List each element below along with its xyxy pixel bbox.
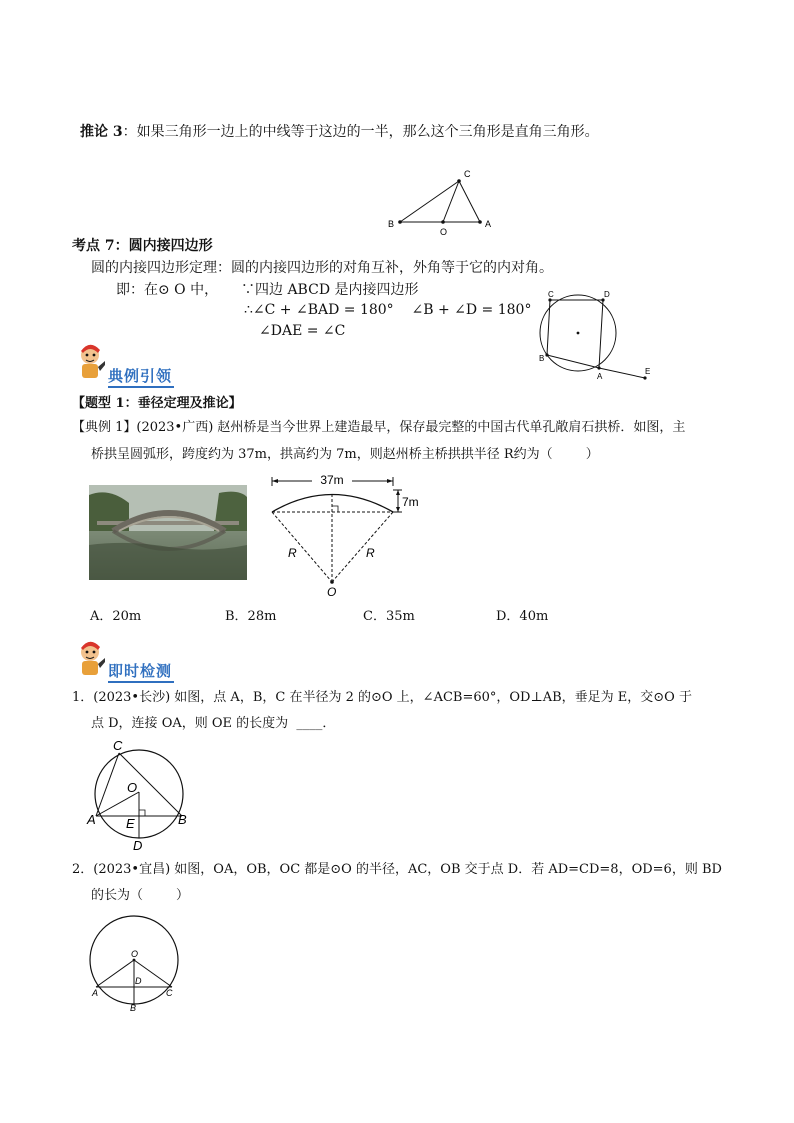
kaodian-7-theorem: 圆的内接四边形定理：圆的内接四边形的对角互补，外角等于它的内对角。 xyxy=(91,260,553,276)
corollary-3 xyxy=(80,122,599,142)
q2-label-c: C xyxy=(166,988,173,998)
corollary-3-label: 推论 3 xyxy=(80,124,123,140)
q1-label-e: E xyxy=(126,816,135,831)
triangle-side-bc xyxy=(400,181,459,222)
kaodian-7-title: 考点 7：圆内接四边形 xyxy=(72,238,213,254)
q1-label-a: A xyxy=(87,812,96,827)
type-1-title: 【题型 1：垂径定理及推论】 xyxy=(72,396,242,411)
choice-d: D．40m xyxy=(496,609,549,624)
section-title-jishi: 即时检测 xyxy=(108,660,174,683)
triangle-label-b: B xyxy=(388,219,395,229)
question-1-line2: 点 D，连接 OA，则 OE 的长度为 ____． xyxy=(91,716,336,731)
radius-label-right: R xyxy=(366,546,375,560)
triangle-label-a: A xyxy=(485,219,492,229)
question-1-line1: 1．(2023•长沙) 如图，点 A，B，C 在半径为 2 的⊙O 上，∠ACB=60°，OD⊥AB，垂足为 E，交⊙O 于 xyxy=(72,690,692,705)
kaodian-7-line1: 即：在⊙ O 中， xyxy=(116,282,219,298)
question-2-figure xyxy=(86,912,186,1012)
choice-c: C．35m xyxy=(363,609,415,624)
quad-label-e: E xyxy=(645,367,651,376)
triangle-label-o: O xyxy=(440,227,448,237)
cyclic-quad-figure xyxy=(535,288,660,388)
quad-label-a: A xyxy=(597,372,603,381)
triangle-label-c: C xyxy=(464,169,471,179)
q1-label-b: B xyxy=(178,812,187,827)
kaodian-7-line4: ∠DAE = ∠C xyxy=(259,323,346,339)
bridge-diagram xyxy=(262,472,432,602)
q1-label-d: D xyxy=(133,838,143,852)
height-label: 7m xyxy=(402,495,419,509)
kaodian-7-line2: ∵四边 ABCD 是内接四边形 xyxy=(241,282,419,298)
q2-label-d: D xyxy=(135,976,142,986)
choice-a: A．20m xyxy=(90,609,142,624)
pencil-mascot-icon-2 xyxy=(74,638,106,680)
quad-label-c: C xyxy=(548,290,554,299)
quad-label-d: D xyxy=(604,290,610,299)
zhaozhou-bridge-photo xyxy=(89,485,247,580)
example-1-line1: 【典例 1】(2023•广西) 赵州桥是当今世界上建造最早，保存最完整的中国古代单孔敞肩石拱桥．如图，主 xyxy=(72,420,686,435)
q1-label-o: O xyxy=(127,780,138,795)
q2-label-b: B xyxy=(130,1003,137,1012)
span-label: 37m xyxy=(320,473,344,487)
q1-label-c: C xyxy=(113,738,123,753)
pencil-mascot-icon xyxy=(74,341,106,383)
quad-abcd xyxy=(547,300,603,368)
triangle-side-ca xyxy=(459,181,480,222)
triangle-figure xyxy=(380,165,510,240)
choice-b: B．28m xyxy=(225,609,277,624)
extension-ae xyxy=(599,368,645,378)
kaodian-7-line3: ∴∠C + ∠BAD = 180° ∠B + ∠D = 180° xyxy=(244,302,532,318)
q2-label-a: A xyxy=(92,988,99,998)
radius-label-left: R xyxy=(288,546,297,560)
question-2-line2: 的长为（ ） xyxy=(91,888,190,903)
quad-label-b: B xyxy=(539,354,545,363)
example-1-line2: 桥拱呈圆弧形，跨度约为 37m，拱高约为 7m，则赵州桥主桥拱拱半径 R约为（ ） xyxy=(91,447,599,462)
q2-label-o: O xyxy=(131,949,139,959)
section-title-dianli: 典例引领 xyxy=(108,365,174,388)
center-label-o: O xyxy=(327,585,337,599)
corollary-3-text: ：如果三角形一边上的中线等于这边的一半，那么这个三角形是直角三角形。 xyxy=(122,124,599,140)
question-2-line1: 2．(2023•宜昌) 如图，OA，OB，OC 都是⊙O 的半径，AC，OB 交于点 D．若 AD=CD=8，OD=6，则 BD xyxy=(72,862,722,877)
question-1-figure xyxy=(86,736,196,852)
